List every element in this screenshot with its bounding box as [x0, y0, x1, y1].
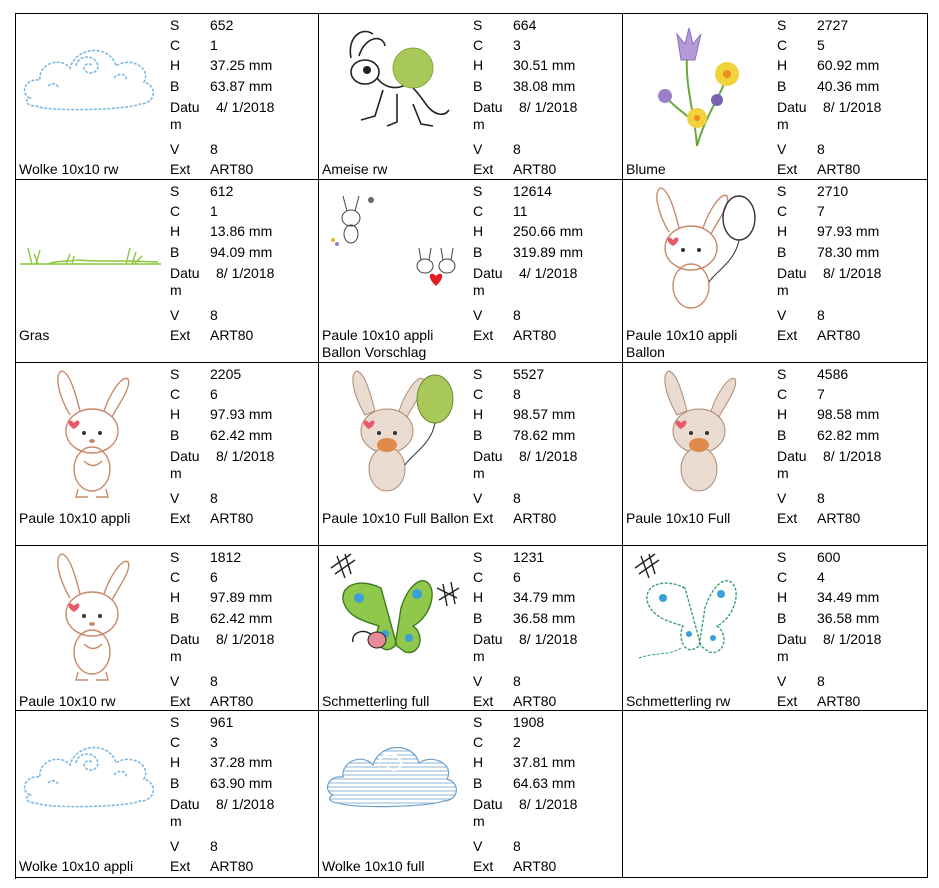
version-label: V	[473, 141, 483, 157]
design-name: Wolke 10x10 full	[322, 858, 425, 874]
extension-value: ART80	[817, 510, 861, 526]
extension-label: Ext	[777, 693, 798, 709]
width-label: B	[473, 427, 483, 443]
width-label: B	[170, 78, 180, 94]
stitches-value: 1231	[513, 549, 545, 565]
design-thumbnail	[321, 365, 466, 505]
width-value: 62.42 mm	[210, 427, 273, 443]
design-name: Paule 10x10 rw	[19, 693, 116, 709]
colors-value: 8	[513, 386, 521, 402]
height-value: 37.28 mm	[210, 754, 273, 770]
height-value: 60.92 mm	[817, 57, 880, 73]
design-thumbnail	[321, 713, 466, 853]
version-label: V	[170, 838, 180, 854]
date-value: 8/ 1/2018	[216, 796, 275, 812]
design-thumbnail	[321, 548, 466, 688]
colors-label: C	[473, 734, 484, 750]
design-thumbnail	[625, 365, 770, 505]
stitches-value: 5527	[513, 366, 545, 382]
height-label: H	[170, 57, 181, 73]
stitches-value: 1812	[210, 549, 242, 565]
width-label: B	[473, 78, 483, 94]
height-label: H	[473, 754, 484, 770]
stitches-value: 2727	[817, 17, 849, 33]
colors-label: C	[777, 569, 788, 585]
colors-label: C	[777, 37, 788, 53]
version-value: 8	[817, 490, 825, 506]
design-name: Paule 10x10 Full Ballon	[322, 510, 470, 526]
version-label: V	[777, 141, 787, 157]
height-value: 97.89 mm	[210, 589, 273, 605]
extension-value: ART80	[513, 327, 557, 343]
height-label: H	[170, 406, 181, 422]
extension-label: Ext	[170, 693, 191, 709]
width-value: 63.87 mm	[210, 78, 273, 94]
version-value: 8	[210, 141, 218, 157]
stitches-value: 600	[817, 549, 841, 565]
height-value: 34.79 mm	[513, 589, 576, 605]
width-label: B	[473, 244, 483, 260]
design-name: Ameise rw	[322, 161, 388, 177]
extension-value: ART80	[210, 161, 254, 177]
colors-label: C	[473, 386, 484, 402]
width-value: 40.36 mm	[817, 78, 880, 94]
empty-cell	[623, 711, 928, 878]
butterfly-outline-icon	[625, 548, 770, 688]
design-thumbnail	[18, 16, 163, 156]
version-value: 8	[513, 838, 521, 854]
design-thumbnail	[18, 548, 163, 688]
width-label: B	[170, 427, 180, 443]
date-label: Datu m	[777, 99, 807, 132]
date-label: Datu m	[777, 448, 807, 481]
width-label: B	[473, 610, 483, 626]
width-value: 64.63 mm	[513, 775, 576, 791]
bunny-full-icon	[625, 365, 770, 505]
height-value: 97.93 mm	[817, 223, 880, 239]
stitches-label: S	[170, 183, 180, 199]
colors-value: 7	[817, 203, 825, 219]
height-label: H	[777, 589, 788, 605]
height-label: H	[473, 57, 484, 73]
height-value: 98.58 mm	[817, 406, 880, 422]
width-label: B	[170, 775, 180, 791]
stitches-value: 2710	[817, 183, 849, 199]
version-value: 8	[817, 673, 825, 689]
colors-value: 5	[817, 37, 825, 53]
date-value: 8/ 1/2018	[216, 448, 275, 464]
colors-value: 2	[513, 734, 521, 750]
height-value: 97.93 mm	[210, 406, 273, 422]
extension-value: ART80	[817, 161, 861, 177]
extension-value: ART80	[513, 858, 557, 874]
date-label: Datu m	[473, 796, 503, 829]
design-name: Wolke 10x10 appli	[19, 858, 134, 874]
colors-label: C	[473, 37, 484, 53]
colors-label: C	[777, 203, 788, 219]
extension-label: Ext	[473, 327, 494, 343]
design-catalog-grid	[15, 13, 928, 879]
colors-label: C	[170, 734, 181, 750]
height-label: H	[170, 223, 181, 239]
version-value: 8	[210, 307, 218, 323]
date-label: Datu m	[170, 99, 200, 132]
extension-value: ART80	[817, 327, 861, 343]
date-label: Datu m	[473, 99, 503, 132]
colors-value: 3	[210, 734, 218, 750]
version-label: V	[170, 490, 180, 506]
version-label: V	[170, 307, 180, 323]
colors-value: 1	[210, 37, 218, 53]
date-value: 8/ 1/2018	[519, 448, 578, 464]
extension-label: Ext	[473, 510, 494, 526]
width-value: 63.90 mm	[210, 775, 273, 791]
colors-label: C	[473, 203, 484, 219]
date-label: Datu m	[170, 448, 200, 481]
extension-value: ART80	[210, 327, 254, 343]
version-label: V	[777, 673, 787, 689]
extension-value: ART80	[817, 693, 861, 709]
version-label: V	[473, 838, 483, 854]
extension-value: ART80	[210, 693, 254, 709]
version-value: 8	[210, 490, 218, 506]
colors-label: C	[170, 386, 181, 402]
cloud-outline-icon	[18, 713, 163, 853]
bunny-balloon-outline-icon	[625, 182, 770, 322]
design-thumbnail	[625, 182, 770, 322]
colors-label: C	[473, 569, 484, 585]
height-label: H	[473, 589, 484, 605]
version-value: 8	[817, 141, 825, 157]
butterfly-full-icon	[321, 548, 466, 688]
design-thumbnail	[18, 365, 163, 505]
stitches-value: 2205	[210, 366, 242, 382]
height-label: H	[170, 754, 181, 770]
stitches-value: 652	[210, 17, 234, 33]
width-value: 62.82 mm	[817, 427, 880, 443]
version-label: V	[473, 307, 483, 323]
height-label: H	[777, 223, 788, 239]
design-cell-12	[623, 546, 928, 711]
width-value: 78.62 mm	[513, 427, 576, 443]
width-value: 36.58 mm	[817, 610, 880, 626]
stitches-label: S	[777, 17, 787, 33]
extension-label: Ext	[777, 510, 798, 526]
design-cell-8	[319, 363, 623, 546]
bunny-outline-icon	[18, 548, 163, 688]
colors-value: 1	[210, 203, 218, 219]
height-value: 37.25 mm	[210, 57, 273, 73]
date-label: Datu m	[170, 265, 200, 298]
height-value: 13.86 mm	[210, 223, 273, 239]
version-label: V	[170, 673, 180, 689]
colors-label: C	[170, 203, 181, 219]
design-name: Gras	[19, 327, 50, 343]
width-value: 94.09 mm	[210, 244, 273, 260]
design-cell-1	[16, 14, 319, 180]
extension-value: ART80	[513, 161, 557, 177]
width-value: 36.58 mm	[513, 610, 576, 626]
height-label: H	[777, 57, 788, 73]
design-name: Paule 10x10 appli Ballon	[626, 327, 738, 360]
date-label: Datu m	[170, 796, 200, 829]
cloud-filled-icon	[321, 713, 466, 853]
stitches-label: S	[777, 549, 787, 565]
stitches-value: 612	[210, 183, 234, 199]
extension-value: ART80	[210, 510, 254, 526]
height-label: H	[777, 406, 788, 422]
bunny-outline-icon	[18, 365, 163, 505]
stitches-label: S	[170, 17, 180, 33]
colors-value: 6	[513, 569, 521, 585]
extension-value: ART80	[513, 510, 557, 526]
date-value: 8/ 1/2018	[519, 796, 578, 812]
design-cell-3	[623, 14, 928, 180]
extension-value: ART80	[210, 858, 254, 874]
stitches-label: S	[170, 714, 180, 730]
date-value: 8/ 1/2018	[823, 448, 882, 464]
flower-icon	[625, 16, 770, 156]
colors-label: C	[170, 569, 181, 585]
stitches-label: S	[777, 366, 787, 382]
extension-label: Ext	[170, 510, 191, 526]
design-name: Schmetterling rw	[626, 693, 731, 709]
stitches-value: 664	[513, 17, 537, 33]
stitches-label: S	[473, 366, 483, 382]
extension-label: Ext	[777, 161, 798, 177]
height-label: H	[170, 589, 181, 605]
date-value: 8/ 1/2018	[216, 631, 275, 647]
width-label: B	[777, 610, 787, 626]
version-value: 8	[513, 490, 521, 506]
design-thumbnail	[18, 713, 163, 853]
stitches-label: S	[473, 549, 483, 565]
version-value: 8	[817, 307, 825, 323]
extension-label: Ext	[473, 161, 494, 177]
version-value: 8	[513, 141, 521, 157]
colors-value: 6	[210, 569, 218, 585]
height-value: 98.57 mm	[513, 406, 576, 422]
date-value: 8/ 1/2018	[823, 265, 882, 281]
version-value: 8	[210, 673, 218, 689]
date-value: 4/ 1/2018	[216, 99, 275, 115]
extension-label: Ext	[170, 327, 191, 343]
cloud-outline-icon	[18, 16, 163, 156]
height-value: 30.51 mm	[513, 57, 576, 73]
width-value: 38.08 mm	[513, 78, 576, 94]
height-label: H	[473, 223, 484, 239]
width-value: 78.30 mm	[817, 244, 880, 260]
design-cell-11	[319, 546, 623, 711]
colors-value: 4	[817, 569, 825, 585]
height-value: 250.66 mm	[513, 223, 584, 239]
stitches-value: 12614	[513, 183, 552, 199]
design-cell-4	[16, 180, 319, 363]
extension-value: ART80	[513, 693, 557, 709]
stitches-value: 961	[210, 714, 234, 730]
date-value: 8/ 1/2018	[823, 99, 882, 115]
date-label: Datu m	[777, 265, 807, 298]
ant-icon	[321, 16, 466, 156]
width-label: B	[170, 610, 180, 626]
design-name: Paule 10x10 appli Ballon Vorschlag	[322, 327, 434, 360]
date-label: Datu m	[777, 631, 807, 664]
colors-label: C	[170, 37, 181, 53]
design-cell-13	[16, 711, 319, 878]
version-value: 8	[513, 673, 521, 689]
width-label: B	[777, 427, 787, 443]
date-label: Datu m	[170, 631, 200, 664]
design-name: Wolke 10x10 rw	[19, 161, 119, 177]
stitches-label: S	[473, 17, 483, 33]
design-thumbnail	[18, 182, 163, 322]
design-name: Paule 10x10 Full	[626, 510, 731, 526]
date-value: 8/ 1/2018	[216, 265, 275, 281]
extension-label: Ext	[777, 327, 798, 343]
height-value: 34.49 mm	[817, 589, 880, 605]
design-cell-7	[16, 363, 319, 546]
stitches-label: S	[777, 183, 787, 199]
stitches-label: S	[473, 183, 483, 199]
design-cell-14	[319, 711, 623, 878]
width-label: B	[473, 775, 483, 791]
extension-label: Ext	[473, 858, 494, 874]
extension-label: Ext	[473, 693, 494, 709]
bunny-scene-icon	[321, 182, 466, 322]
version-label: V	[473, 673, 483, 689]
stitches-label: S	[473, 714, 483, 730]
stitches-label: S	[170, 549, 180, 565]
design-cell-6	[623, 180, 928, 363]
height-label: H	[473, 406, 484, 422]
extension-label: Ext	[170, 858, 191, 874]
design-name: Schmetterling full	[322, 693, 430, 709]
date-label: Datu m	[473, 448, 503, 481]
design-name: Paule 10x10 appli	[19, 510, 131, 526]
width-label: B	[777, 244, 787, 260]
design-thumbnail	[625, 548, 770, 688]
version-label: V	[473, 490, 483, 506]
width-label: B	[777, 78, 787, 94]
design-thumbnail	[321, 16, 466, 156]
width-label: B	[170, 244, 180, 260]
height-value: 37.81 mm	[513, 754, 576, 770]
stitches-label: S	[170, 366, 180, 382]
design-cell-9	[623, 363, 928, 546]
date-value: 8/ 1/2018	[519, 631, 578, 647]
extension-label: Ext	[170, 161, 191, 177]
version-label: V	[777, 490, 787, 506]
grass-icon	[18, 182, 163, 322]
colors-value: 11	[513, 203, 528, 219]
width-value: 62.42 mm	[210, 610, 273, 626]
version-label: V	[170, 141, 180, 157]
design-cell-10	[16, 546, 319, 711]
date-value: 8/ 1/2018	[519, 99, 578, 115]
design-cell-5	[319, 180, 623, 363]
design-cell-2	[319, 14, 623, 180]
version-label: V	[777, 307, 787, 323]
design-thumbnail	[321, 182, 466, 322]
date-label: Datu m	[473, 265, 503, 298]
colors-value: 6	[210, 386, 218, 402]
version-value: 8	[210, 838, 218, 854]
version-value: 8	[513, 307, 521, 323]
stitches-value: 1908	[513, 714, 545, 730]
date-label: Datu m	[473, 631, 503, 664]
date-value: 8/ 1/2018	[823, 631, 882, 647]
colors-label: C	[777, 386, 788, 402]
design-thumbnail	[625, 16, 770, 156]
width-value: 319.89 mm	[513, 244, 584, 260]
bunny-balloon-full-icon	[321, 365, 466, 505]
date-value: 4/ 1/2018	[519, 265, 578, 281]
colors-value: 3	[513, 37, 521, 53]
design-name: Blume	[626, 161, 666, 177]
colors-value: 7	[817, 386, 825, 402]
stitches-value: 4586	[817, 366, 849, 382]
